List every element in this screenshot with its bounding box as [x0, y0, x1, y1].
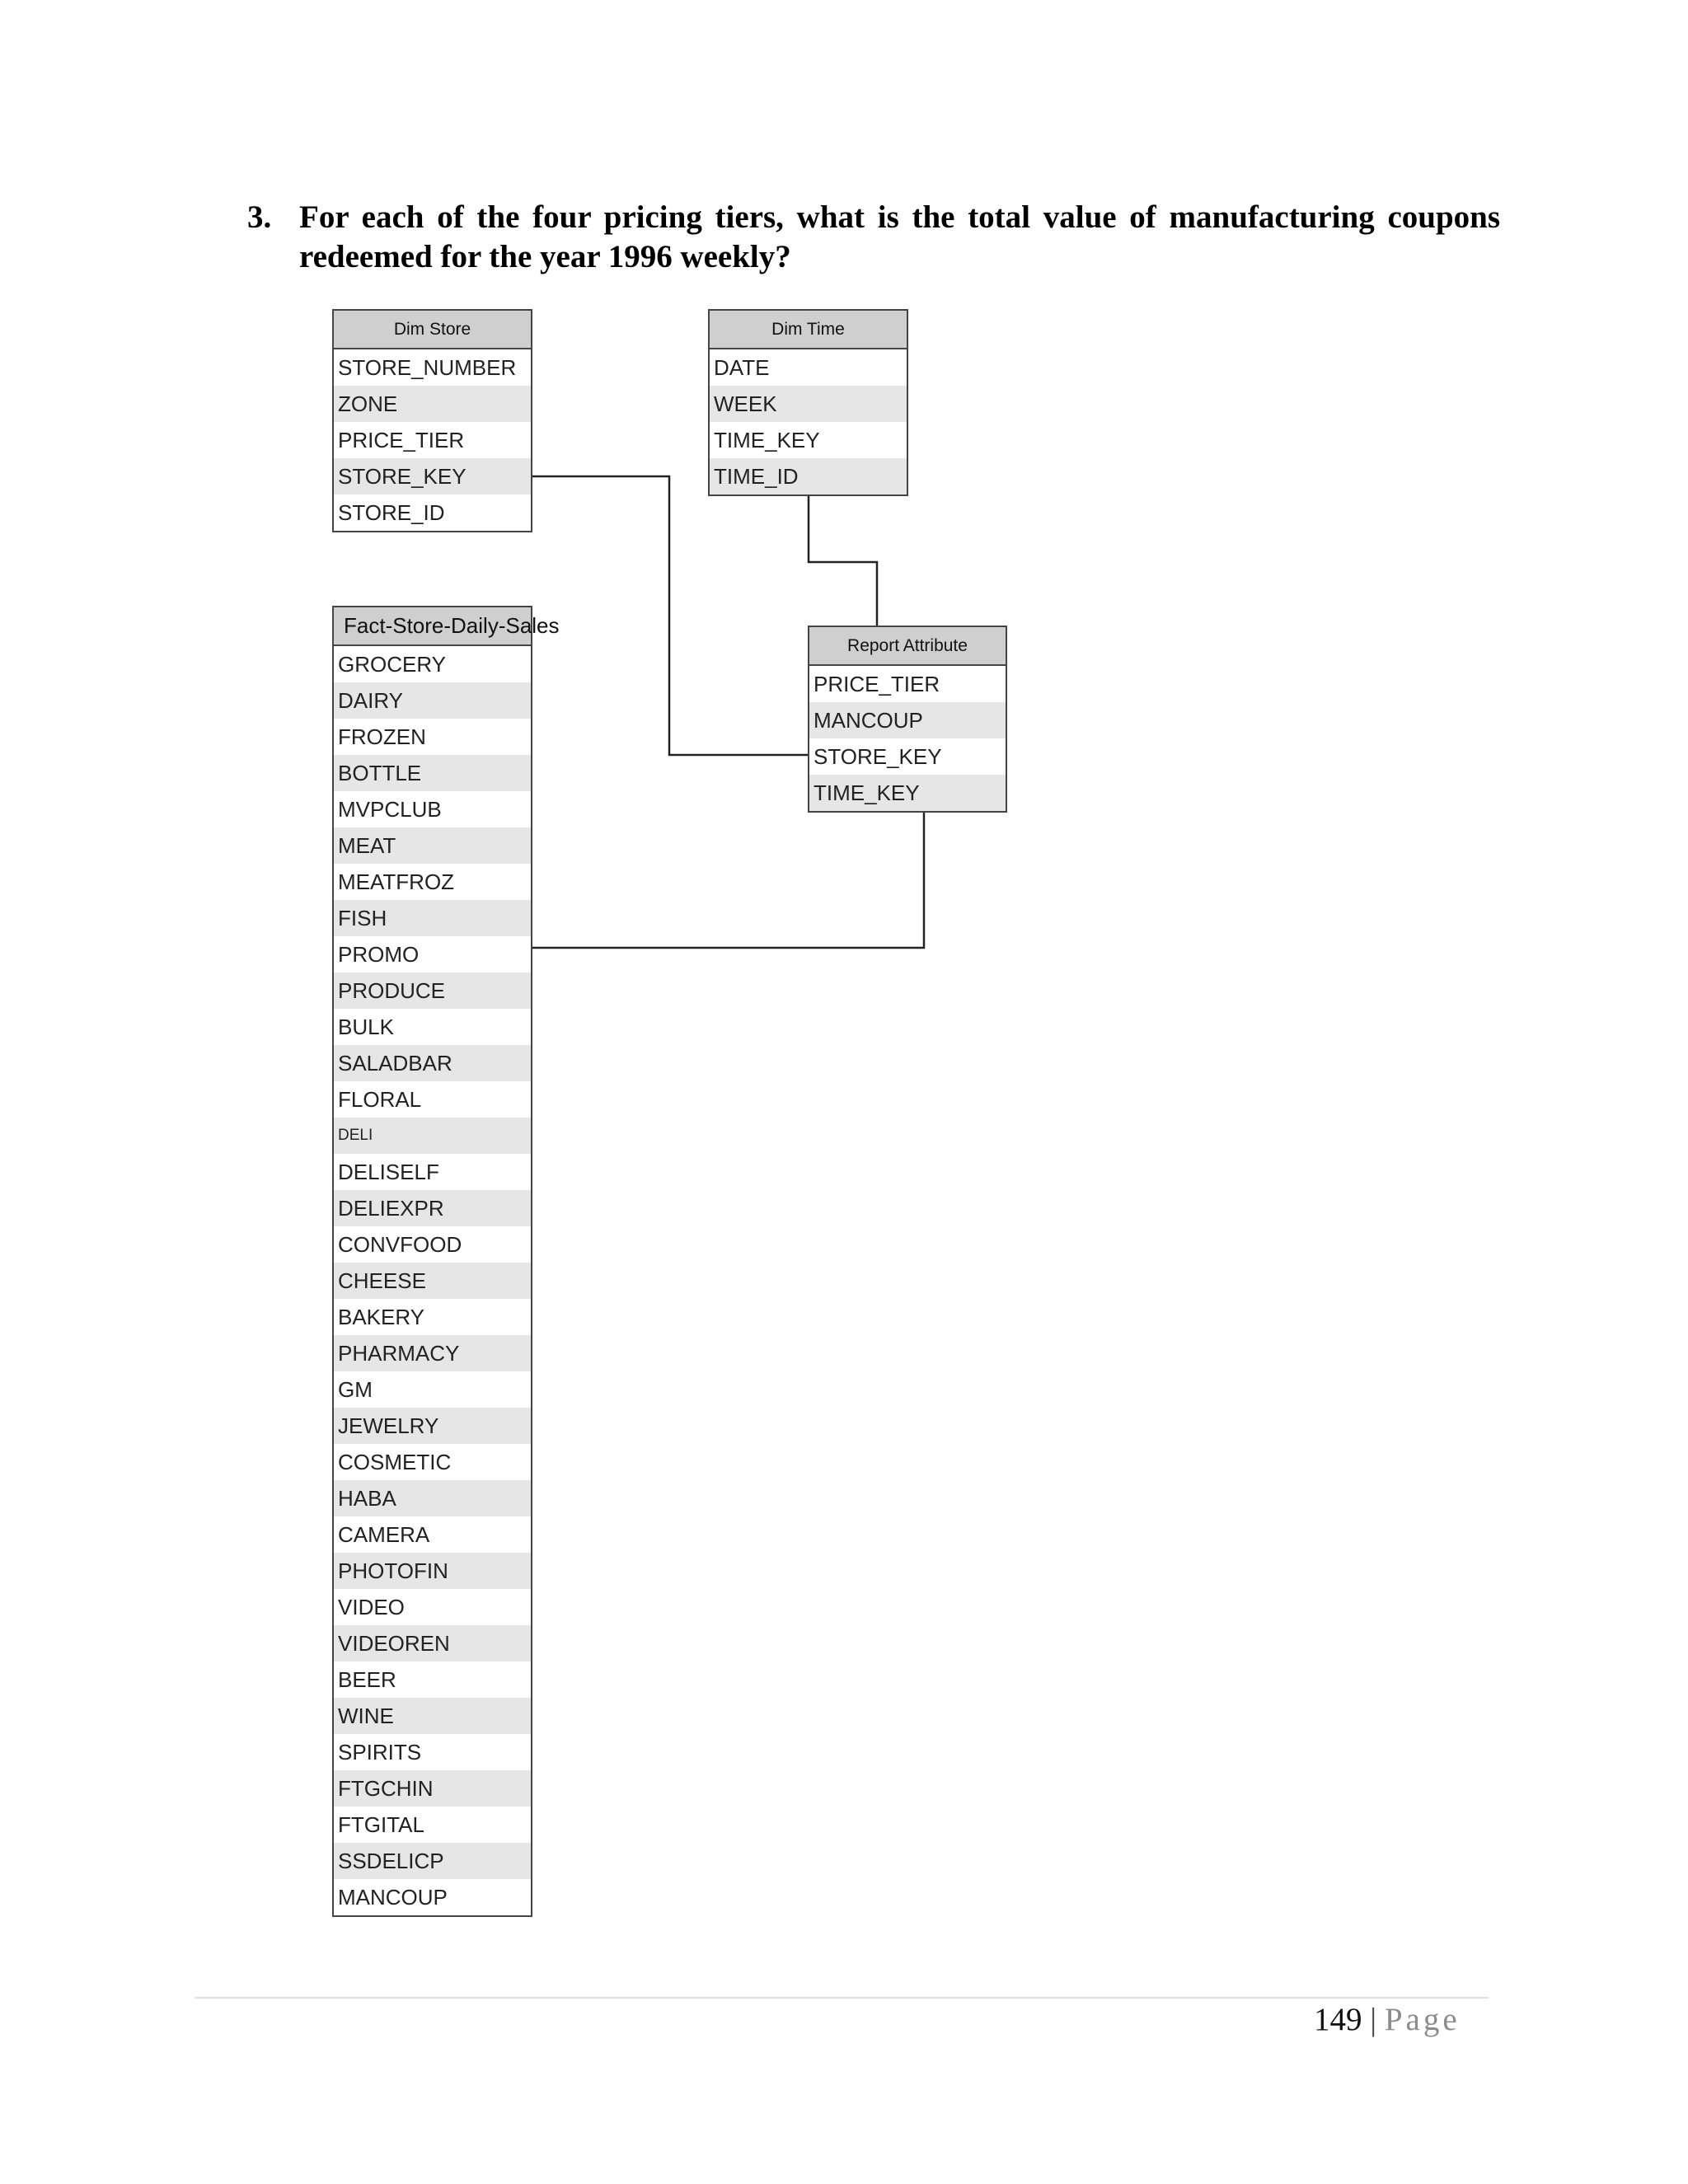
field-row: PRICE_TIER — [338, 427, 465, 452]
field-row: CHEESE — [334, 1263, 531, 1299]
field-row: SSDELICP — [334, 1843, 531, 1879]
field-row: VIDEO — [338, 1594, 405, 1619]
dim-store-table — [332, 309, 532, 532]
question-text: For each of the four pricing tiers, what is the total value of manufacturing coupons redeemed for the year 1996 weekly? — [299, 199, 1500, 274]
field-row: CONVFOOD — [338, 1231, 462, 1257]
field-row: BEER — [338, 1666, 396, 1692]
field-row: DATE — [714, 354, 770, 380]
field-row: MEATFROZ — [338, 869, 455, 894]
field-row: STORE_ID — [338, 499, 445, 525]
field-row: FROZEN — [338, 724, 426, 749]
field-row: JEWELRY — [334, 1408, 531, 1444]
connector-time-key — [809, 492, 877, 632]
field-row: FTGITAL — [338, 1811, 424, 1837]
field-row: TIME_KEY — [714, 427, 820, 452]
dim-time-table — [708, 309, 908, 496]
field-row: STORE_KEY — [334, 458, 531, 494]
page-label: Page — [1384, 2002, 1461, 2037]
field-row: HABA — [334, 1480, 531, 1516]
field-row: PROMO — [338, 941, 420, 967]
question — [247, 198, 1500, 277]
field-row: STORE_KEY — [814, 743, 942, 769]
field-row: FISH — [334, 900, 531, 936]
fact-store-daily-sales-table — [332, 606, 560, 1917]
field-row: MEAT — [334, 827, 531, 864]
field-row: PRICE_TIER — [814, 671, 940, 696]
dim-time-title: Dim Time — [710, 311, 907, 349]
field-row: MANCOUP — [809, 702, 1006, 738]
field-row: GROCERY — [338, 651, 446, 677]
field-row: CAMERA — [338, 1521, 430, 1547]
field-row: PHARMACY — [334, 1335, 531, 1371]
page-number-value: 149 — [1314, 2002, 1362, 2037]
field-row: STORE_NUMBER — [338, 354, 517, 380]
field-row: PHOTOFIN — [334, 1553, 531, 1589]
field-row: WEEK — [710, 386, 907, 422]
dim-store-title: Dim Store — [334, 311, 531, 349]
question-number: 3. — [247, 199, 272, 235]
field-row: TIME_KEY — [809, 775, 1006, 811]
report-attribute-title: Report Attribute — [809, 627, 1006, 666]
field-row: BAKERY — [338, 1304, 425, 1329]
field-row: FLORAL — [338, 1086, 422, 1112]
field-row: PRODUCE — [334, 972, 531, 1009]
field-row: DAIRY — [334, 682, 531, 719]
field-row: FTGCHIN — [334, 1770, 531, 1807]
connector-fact-report — [532, 809, 924, 948]
field-row: MANCOUP — [338, 1884, 448, 1910]
field-row: DELISELF — [338, 1159, 439, 1184]
connector-store-key — [532, 476, 810, 755]
page-number — [1314, 2001, 1461, 2038]
field-row: COSMETIC — [338, 1449, 452, 1474]
field-row: ZONE — [334, 386, 531, 422]
field-row: SPIRITS — [338, 1739, 422, 1765]
field-row: MVPCLUB — [338, 796, 442, 822]
field-row: VIDEOREN — [334, 1625, 531, 1661]
field-row: GM — [338, 1376, 373, 1402]
field-row: DELI — [334, 1118, 531, 1154]
field-row: DELIEXPR — [334, 1190, 531, 1226]
field-row: WINE — [334, 1698, 531, 1734]
footer-divider — [195, 1997, 1489, 1999]
field-row: SALADBAR — [334, 1045, 531, 1081]
report-attribute-table — [808, 626, 1007, 813]
fact-store-daily-sales-title: Fact-Store-Daily-Sales — [334, 607, 531, 646]
page-number-separator: | — [1370, 2002, 1377, 2037]
field-row: BOTTLE — [334, 755, 531, 791]
field-row: BULK — [338, 1014, 394, 1039]
field-row: TIME_ID — [710, 458, 907, 494]
